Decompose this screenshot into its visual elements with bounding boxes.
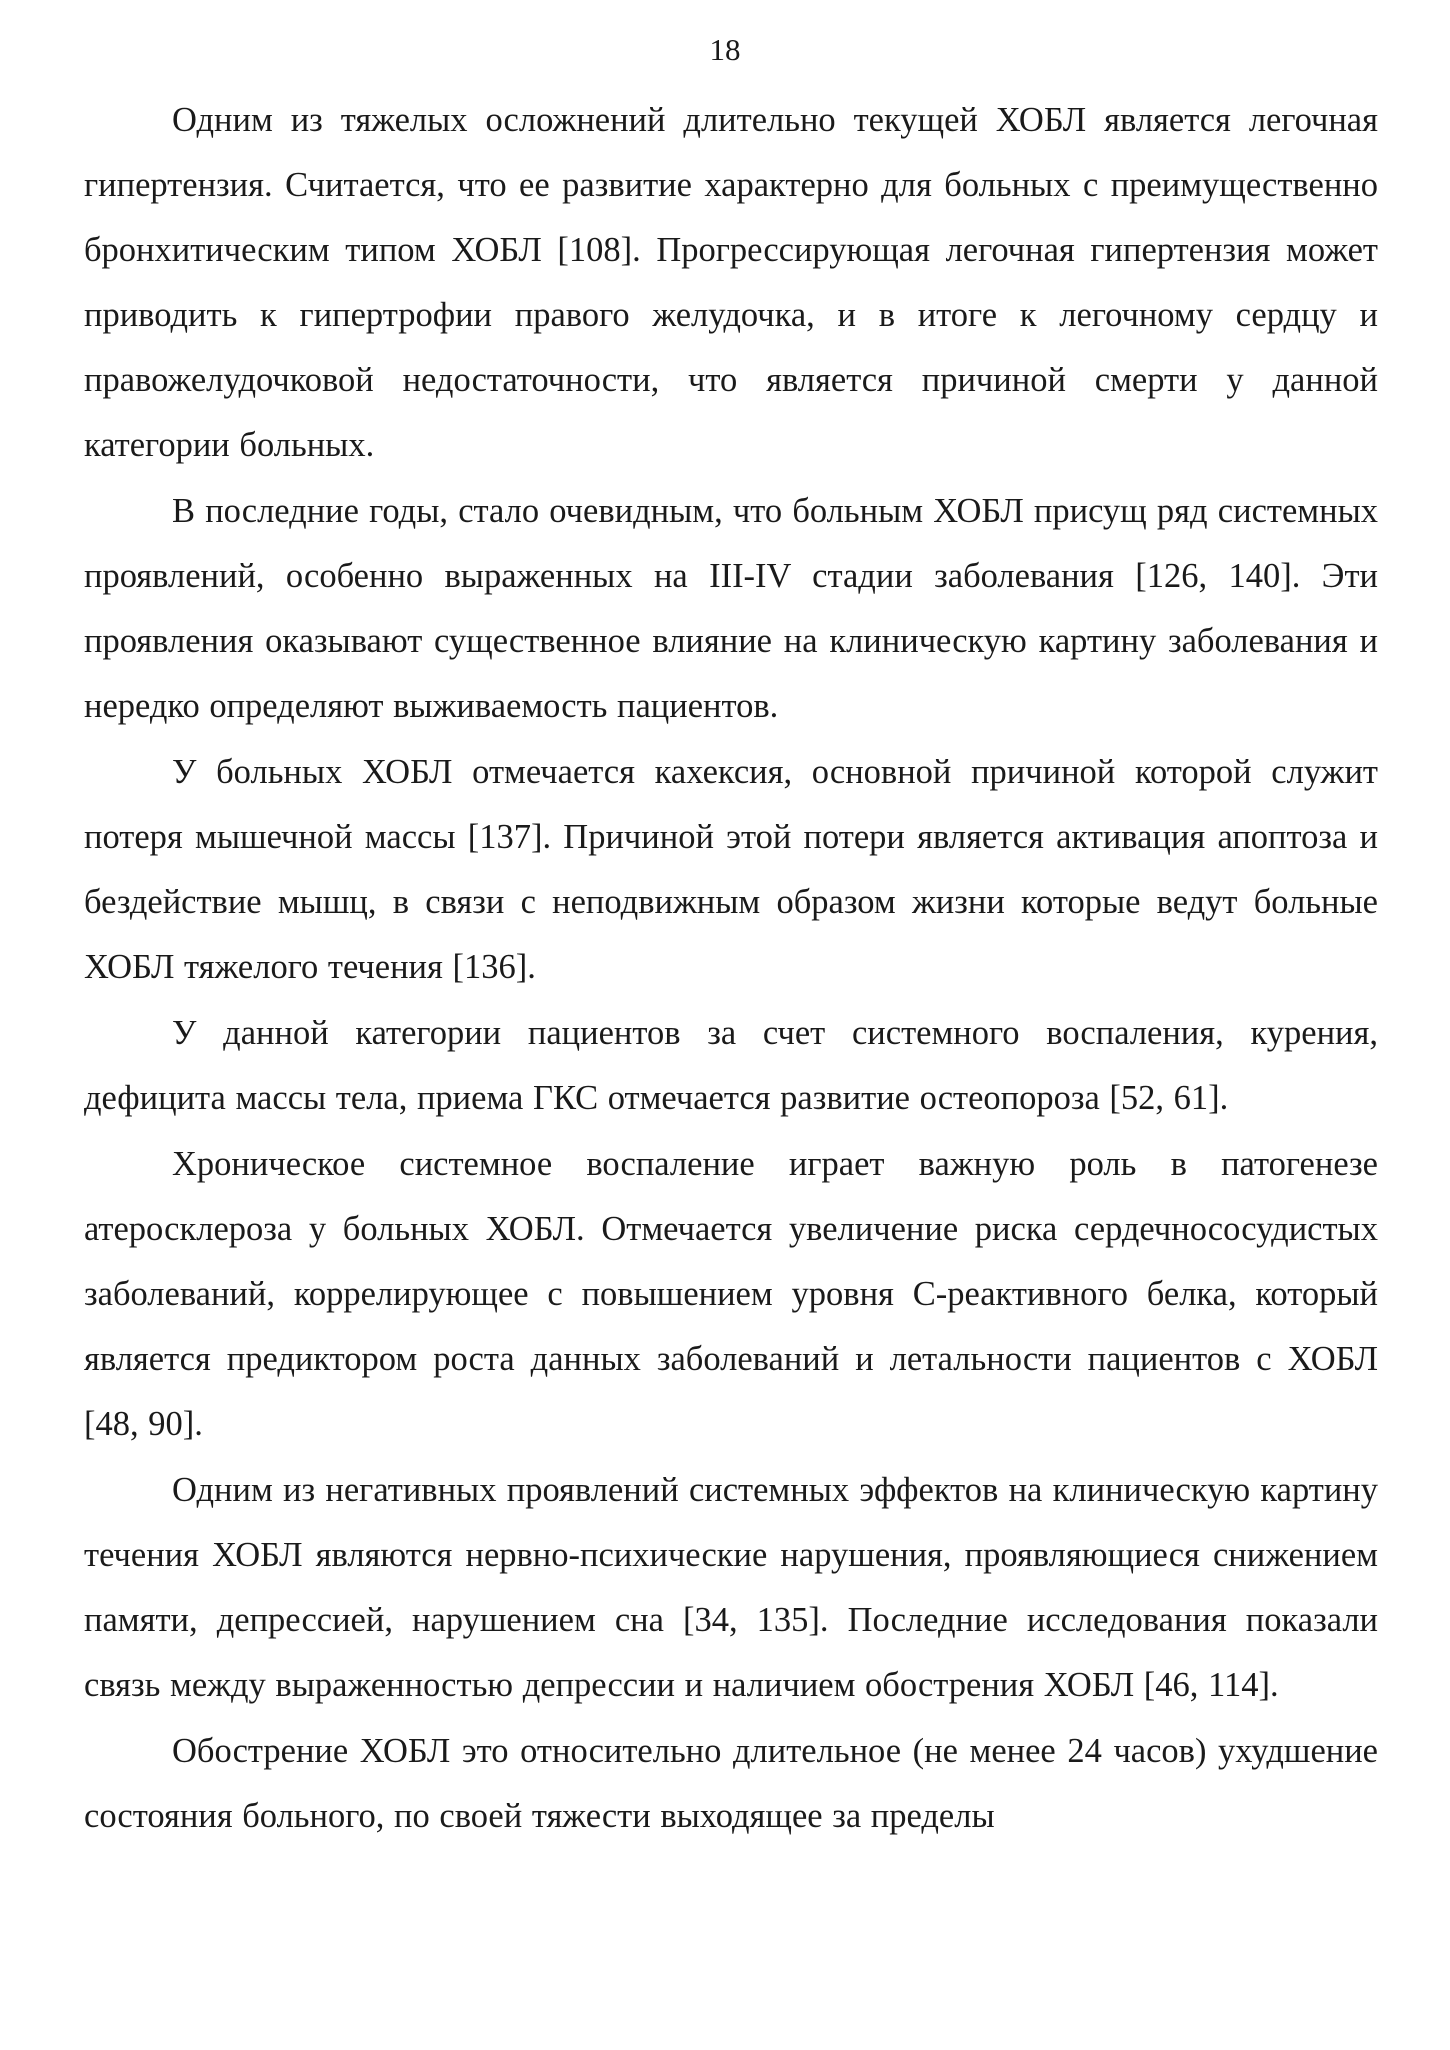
paragraph-cachexia: У больных ХОБЛ отмечается кахексия, основной причиной которой служит потеря мышечной массы [137]. Причиной этой потери является активация апоптоза и бездействие мышц, в связи с неподвижным образом жизни которые ведут больные ХОБЛ тяжелого течения [136]. <box>84 753 1378 986</box>
paragraph-exacerbation: Обострение ХОБЛ это относительно длительное (не менее 24 часов) ухудшение состояния больного, по своей тяжести выходящее за пределы <box>84 1732 1378 1835</box>
page-number: 18 <box>709 32 741 67</box>
paragraph-systemic-manifestations: В последние годы, стало очевидным, что больным ХОБЛ присущ ряд системных проявлений, особенно выраженных на III-IV стадии заболевания [126, 140]. Эти проявления оказывают существенное влияние на клиническую картину заболевания и нередко определяют выживаемость пациентов. <box>84 492 1378 725</box>
body-text <box>84 88 1378 1850</box>
paragraph-neuropsychiatric: Одним из негативных проявлений системных эффектов на клиническую картину течения ХОБЛ являются нервно-психические нарушения, проявляющиеся снижением памяти, депрессией, нарушением сна [34, 135]. Последние исследования показали связь между выраженностью депрессии и наличием обострения ХОБЛ [46, 114]. <box>84 1471 1378 1704</box>
paragraph-osteoporosis: У данной категории пациентов за счет системного воспаления, курения, дефицита массы тела, приема ГКС отмечается развитие остеопороза [52, 61]. <box>84 1014 1378 1117</box>
paragraph-atherosclerosis: Хроническое системное воспаление играет важную роль в патогенезе атеросклероза у больных ХОБЛ. Отмечается увеличение риска сердечнососудистых заболеваний, коррелирующее с повышением уровня С-реактивного белка, который является предиктором роста данных заболеваний и летальности пациентов с ХОБЛ [48, 90]. <box>84 1145 1378 1443</box>
paragraph-pulmonary-hypertension: Одним из тяжелых осложнений длительно текущей ХОБЛ является легочная гипертензия. Считается, что ее развитие характерно для больных с преимущественно бронхитическим типом ХОБЛ [108]. Прогрессирующая легочная гипертензия может приводить к гипертрофии правого желудочка, и в итоге к легочному сердцу и правожелудочковой недостаточности, что является причиной смерти у данной категории больных. <box>84 101 1378 464</box>
